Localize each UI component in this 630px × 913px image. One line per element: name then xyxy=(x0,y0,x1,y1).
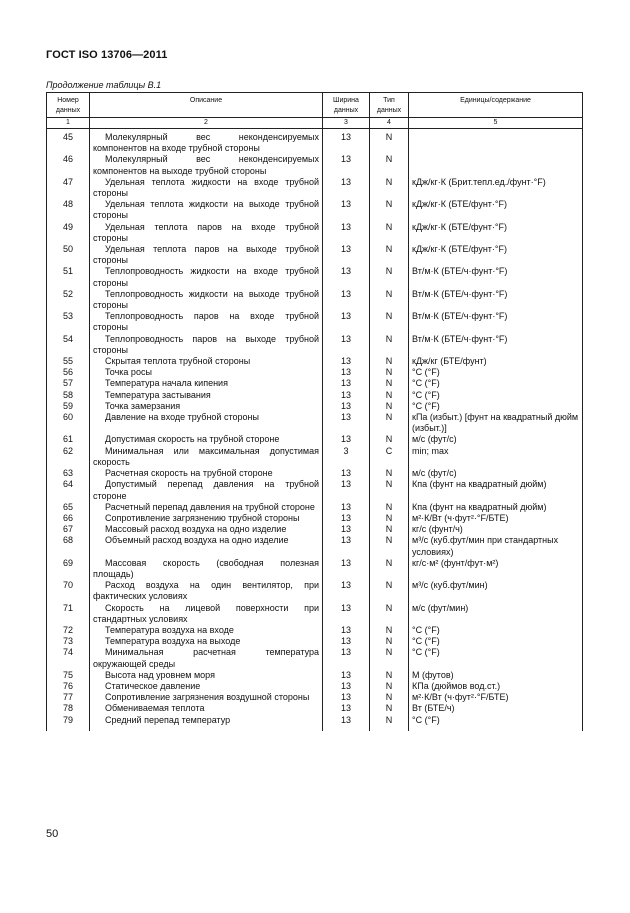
row-number: 45 xyxy=(47,129,90,155)
row-type: N xyxy=(370,681,409,692)
row-width: 13 xyxy=(323,670,370,681)
row-units xyxy=(409,154,583,176)
row-units: м³/с (куб.фут/мин при стандартных условиях) xyxy=(409,535,583,557)
row-units: кг/с·м² (фунт/фут·м²) xyxy=(409,558,583,580)
table-caption: Продолжение таблицы В.1 xyxy=(46,80,162,90)
table-row xyxy=(47,479,583,501)
row-type: N xyxy=(370,356,409,367)
row-description: Точка замерзания xyxy=(90,401,323,412)
row-description: Сопротивление загрязнению трубной стороны xyxy=(90,513,323,524)
row-width: 13 xyxy=(323,703,370,714)
table-row xyxy=(47,412,583,434)
table-row xyxy=(47,244,583,266)
col-header-width: Ширина данных xyxy=(323,93,370,118)
row-number: 59 xyxy=(47,401,90,412)
row-units: Вт/м·К (БТЕ/ч·фунт·°F) xyxy=(409,266,583,288)
table-row xyxy=(47,703,583,714)
row-units: °С (°F) xyxy=(409,636,583,647)
row-type: N xyxy=(370,199,409,221)
row-number: 65 xyxy=(47,502,90,513)
table-row xyxy=(47,311,583,333)
row-description: Массовый расход воздуха на одно изделие xyxy=(90,524,323,535)
row-description: Удельная теплота жидкости на выходе трубной стороны xyxy=(90,199,323,221)
row-description: Сопротивление загрязнения воздушной стороны xyxy=(90,692,323,703)
row-number: 57 xyxy=(47,378,90,389)
row-number: 53 xyxy=(47,311,90,333)
row-width: 13 xyxy=(323,558,370,580)
table-row xyxy=(47,401,583,412)
row-width: 13 xyxy=(323,401,370,412)
row-description: Высота над уровнем моря xyxy=(90,670,323,681)
row-description: Средний перепад температур xyxy=(90,715,323,731)
col-header-units: Единицы/содержание xyxy=(409,93,583,118)
row-units: Вт/м·К (БТЕ/ч·фунт·°F) xyxy=(409,311,583,333)
row-description: Теплопроводность паров на входе трубной стороны xyxy=(90,311,323,333)
row-width: 13 xyxy=(323,378,370,389)
col-header-type: Тип данных xyxy=(370,93,409,118)
row-type: N xyxy=(370,670,409,681)
row-type: N xyxy=(370,703,409,714)
table-row xyxy=(47,681,583,692)
row-type: N xyxy=(370,367,409,378)
row-description: Удельная теплота паров на входе трубной стороны xyxy=(90,222,323,244)
row-description: Молекулярный вес неконденсируемых компонентов на входе трубной стороны xyxy=(90,129,323,155)
row-width: 13 xyxy=(323,625,370,636)
row-units: °С (°F) xyxy=(409,390,583,401)
row-description: Расход воздуха на один вентилятор, при фактических условиях xyxy=(90,580,323,602)
row-type: N xyxy=(370,692,409,703)
row-units: кДж/кг·К (БТЕ/фунт·°F) xyxy=(409,222,583,244)
row-width: 13 xyxy=(323,715,370,731)
row-type: N xyxy=(370,558,409,580)
row-units: м/с (фут/с) xyxy=(409,434,583,445)
row-units: Вт/м·К (БТЕ/ч·фунт·°F) xyxy=(409,334,583,356)
row-number: 73 xyxy=(47,636,90,647)
table-row xyxy=(47,222,583,244)
row-number: 48 xyxy=(47,199,90,221)
row-units: °С (°F) xyxy=(409,625,583,636)
row-type: C xyxy=(370,446,409,468)
row-type: N xyxy=(370,154,409,176)
row-type: N xyxy=(370,625,409,636)
table-row xyxy=(47,692,583,703)
row-description: Скорость на лицевой поверхности при стандартных условиях xyxy=(90,603,323,625)
col-number: 5 xyxy=(409,118,583,129)
table-row xyxy=(47,367,583,378)
row-type: N xyxy=(370,311,409,333)
row-description: Скрытая теплота трубной стороны xyxy=(90,356,323,367)
row-width: 13 xyxy=(323,177,370,199)
data-table xyxy=(46,92,583,731)
row-description: Статическое давление xyxy=(90,681,323,692)
table-row xyxy=(47,390,583,401)
row-number: 76 xyxy=(47,681,90,692)
row-type: N xyxy=(370,715,409,731)
row-width: 13 xyxy=(323,244,370,266)
table-row xyxy=(47,289,583,311)
row-description: Температура начала кипения xyxy=(90,378,323,389)
table-row xyxy=(47,378,583,389)
row-width: 13 xyxy=(323,129,370,155)
row-description: Удельная теплота жидкости на входе трубной стороны xyxy=(90,177,323,199)
table-row xyxy=(47,154,583,176)
row-description: Объемный расход воздуха на одно изделие xyxy=(90,535,323,557)
row-units: min; max xyxy=(409,446,583,468)
row-width: 13 xyxy=(323,412,370,434)
row-units: м²·К/Вт (ч·фут²·°F/БТЕ) xyxy=(409,692,583,703)
row-type: N xyxy=(370,334,409,356)
document-header: ГОСТ ISO 13706—2011 xyxy=(46,49,168,61)
row-width: 13 xyxy=(323,692,370,703)
row-number: 74 xyxy=(47,647,90,669)
row-type: N xyxy=(370,244,409,266)
row-description: Молекулярный вес неконденсируемых компонентов на выходе трубной стороны xyxy=(90,154,323,176)
table-row xyxy=(47,625,583,636)
row-units: °С (°F) xyxy=(409,378,583,389)
row-number: 51 xyxy=(47,266,90,288)
row-description: Расчетный перепад давления на трубной стороне xyxy=(90,502,323,513)
table-row xyxy=(47,636,583,647)
row-type: N xyxy=(370,535,409,557)
row-width: 3 xyxy=(323,446,370,468)
row-units: М (футов) xyxy=(409,670,583,681)
col-number: 1 xyxy=(47,118,90,129)
row-number: 55 xyxy=(47,356,90,367)
table-row xyxy=(47,446,583,468)
row-width: 13 xyxy=(323,647,370,669)
column-number-row xyxy=(47,118,583,129)
row-number: 60 xyxy=(47,412,90,434)
row-width: 13 xyxy=(323,603,370,625)
table-row xyxy=(47,334,583,356)
row-description: Теплопроводность паров на выходе трубной стороны xyxy=(90,334,323,356)
row-width: 13 xyxy=(323,636,370,647)
row-number: 47 xyxy=(47,177,90,199)
row-units xyxy=(409,129,583,155)
col-number: 3 xyxy=(323,118,370,129)
table-row xyxy=(47,715,583,731)
row-units: КПа (дюймов вод.ст.) xyxy=(409,681,583,692)
row-number: 78 xyxy=(47,703,90,714)
row-units: °С (°F) xyxy=(409,715,583,731)
row-units: кПа (избыт.) [фунт на квадратный дюйм (избыт.)] xyxy=(409,412,583,434)
table-row xyxy=(47,670,583,681)
row-units: Вт (БТЕ/ч) xyxy=(409,703,583,714)
row-description: Температура застывания xyxy=(90,390,323,401)
col-number: 2 xyxy=(90,118,323,129)
table-row xyxy=(47,468,583,479)
row-number: 66 xyxy=(47,513,90,524)
row-number: 68 xyxy=(47,535,90,557)
row-number: 46 xyxy=(47,154,90,176)
col-header-desc: Описание xyxy=(90,93,323,118)
row-type: N xyxy=(370,468,409,479)
row-description: Точка росы xyxy=(90,367,323,378)
col-number: 4 xyxy=(370,118,409,129)
row-description: Теплопроводность жидкости на входе трубной стороны xyxy=(90,266,323,288)
row-units: кДж/кг·К (БТЕ/фунт·°F) xyxy=(409,244,583,266)
row-number: 72 xyxy=(47,625,90,636)
row-type: N xyxy=(370,412,409,434)
row-number: 64 xyxy=(47,479,90,501)
row-number: 79 xyxy=(47,715,90,731)
row-description: Давление на входе трубной стороны xyxy=(90,412,323,434)
row-width: 13 xyxy=(323,367,370,378)
page-number: 50 xyxy=(46,828,59,840)
table-row xyxy=(47,502,583,513)
row-units: Вт/м·К (БТЕ/ч·фунт·°F) xyxy=(409,289,583,311)
row-width: 13 xyxy=(323,154,370,176)
table-row xyxy=(47,524,583,535)
row-number: 63 xyxy=(47,468,90,479)
table-row xyxy=(47,199,583,221)
row-number: 49 xyxy=(47,222,90,244)
row-units: м/с (фут/мин) xyxy=(409,603,583,625)
row-width: 13 xyxy=(323,681,370,692)
table-row xyxy=(47,580,583,602)
row-number: 67 xyxy=(47,524,90,535)
row-type: N xyxy=(370,266,409,288)
row-description: Минимальная расчетная температура окружающей среды xyxy=(90,647,323,669)
row-number: 69 xyxy=(47,558,90,580)
row-width: 13 xyxy=(323,334,370,356)
row-description: Расчетная скорость на трубной стороне xyxy=(90,468,323,479)
row-width: 13 xyxy=(323,311,370,333)
table-row xyxy=(47,356,583,367)
table-row xyxy=(47,603,583,625)
row-units: °С (°F) xyxy=(409,647,583,669)
row-type: N xyxy=(370,580,409,602)
row-width: 13 xyxy=(323,289,370,311)
row-description: Минимальная или максимальная допустимая скорость xyxy=(90,446,323,468)
row-type: N xyxy=(370,289,409,311)
row-description: Обмениваемая теплота xyxy=(90,703,323,714)
row-description: Удельная теплота паров на выходе трубной стороны xyxy=(90,244,323,266)
row-description: Температура воздуха на выходе xyxy=(90,636,323,647)
row-units: кг/с (фунт/ч) xyxy=(409,524,583,535)
table-row xyxy=(47,266,583,288)
row-number: 62 xyxy=(47,446,90,468)
row-units: Кпа (фунт на квадратный дюйм) xyxy=(409,502,583,513)
row-number: 77 xyxy=(47,692,90,703)
table-row xyxy=(47,434,583,445)
row-description: Допустимый перепад давления на трубной стороне xyxy=(90,479,323,501)
row-units: м/с (фут/с) xyxy=(409,468,583,479)
row-type: N xyxy=(370,390,409,401)
table-row xyxy=(47,513,583,524)
col-header-num: Номер данных xyxy=(47,93,90,118)
row-width: 13 xyxy=(323,266,370,288)
table-row xyxy=(47,558,583,580)
row-type: N xyxy=(370,401,409,412)
row-number: 71 xyxy=(47,603,90,625)
row-type: N xyxy=(370,524,409,535)
row-units: кДж/кг·К (Брит.тепл.ед./фунт·°F) xyxy=(409,177,583,199)
row-units: кДж/кг·К (БТЕ/фунт·°F) xyxy=(409,199,583,221)
row-units: Кпа (фунт на квадратный дюйм) xyxy=(409,479,583,501)
row-number: 56 xyxy=(47,367,90,378)
row-number: 75 xyxy=(47,670,90,681)
row-units: м²·К/Вт (ч·фут²·°F/БТЕ) xyxy=(409,513,583,524)
row-width: 13 xyxy=(323,524,370,535)
row-width: 13 xyxy=(323,502,370,513)
row-type: N xyxy=(370,647,409,669)
row-number: 58 xyxy=(47,390,90,401)
row-type: N xyxy=(370,177,409,199)
row-width: 13 xyxy=(323,222,370,244)
row-type: N xyxy=(370,513,409,524)
row-number: 52 xyxy=(47,289,90,311)
header-row xyxy=(47,93,583,118)
row-number: 50 xyxy=(47,244,90,266)
row-description: Теплопроводность жидкости на выходе трубной стороны xyxy=(90,289,323,311)
row-type: N xyxy=(370,434,409,445)
row-type: N xyxy=(370,129,409,155)
row-type: N xyxy=(370,378,409,389)
row-description: Допустимая скорость на трубной стороне xyxy=(90,434,323,445)
row-width: 13 xyxy=(323,390,370,401)
row-number: 54 xyxy=(47,334,90,356)
row-units: °С (°F) xyxy=(409,367,583,378)
row-type: N xyxy=(370,636,409,647)
row-description: Температура воздуха на входе xyxy=(90,625,323,636)
row-units: кДж/кг (БТЕ/фунт) xyxy=(409,356,583,367)
row-units: м³/с (куб.фут/мин) xyxy=(409,580,583,602)
row-units: °С (°F) xyxy=(409,401,583,412)
row-type: N xyxy=(370,479,409,501)
table-row xyxy=(47,535,583,557)
row-number: 61 xyxy=(47,434,90,445)
table-row xyxy=(47,129,583,155)
row-width: 13 xyxy=(323,434,370,445)
row-width: 13 xyxy=(323,468,370,479)
row-width: 13 xyxy=(323,535,370,557)
row-width: 13 xyxy=(323,513,370,524)
row-width: 13 xyxy=(323,580,370,602)
row-type: N xyxy=(370,222,409,244)
row-width: 13 xyxy=(323,356,370,367)
table-row xyxy=(47,177,583,199)
row-number: 70 xyxy=(47,580,90,602)
table-row xyxy=(47,647,583,669)
row-description: Массовая скорость (свободная полезная площадь) xyxy=(90,558,323,580)
row-type: N xyxy=(370,502,409,513)
row-type: N xyxy=(370,603,409,625)
row-width: 13 xyxy=(323,199,370,221)
row-width: 13 xyxy=(323,479,370,501)
